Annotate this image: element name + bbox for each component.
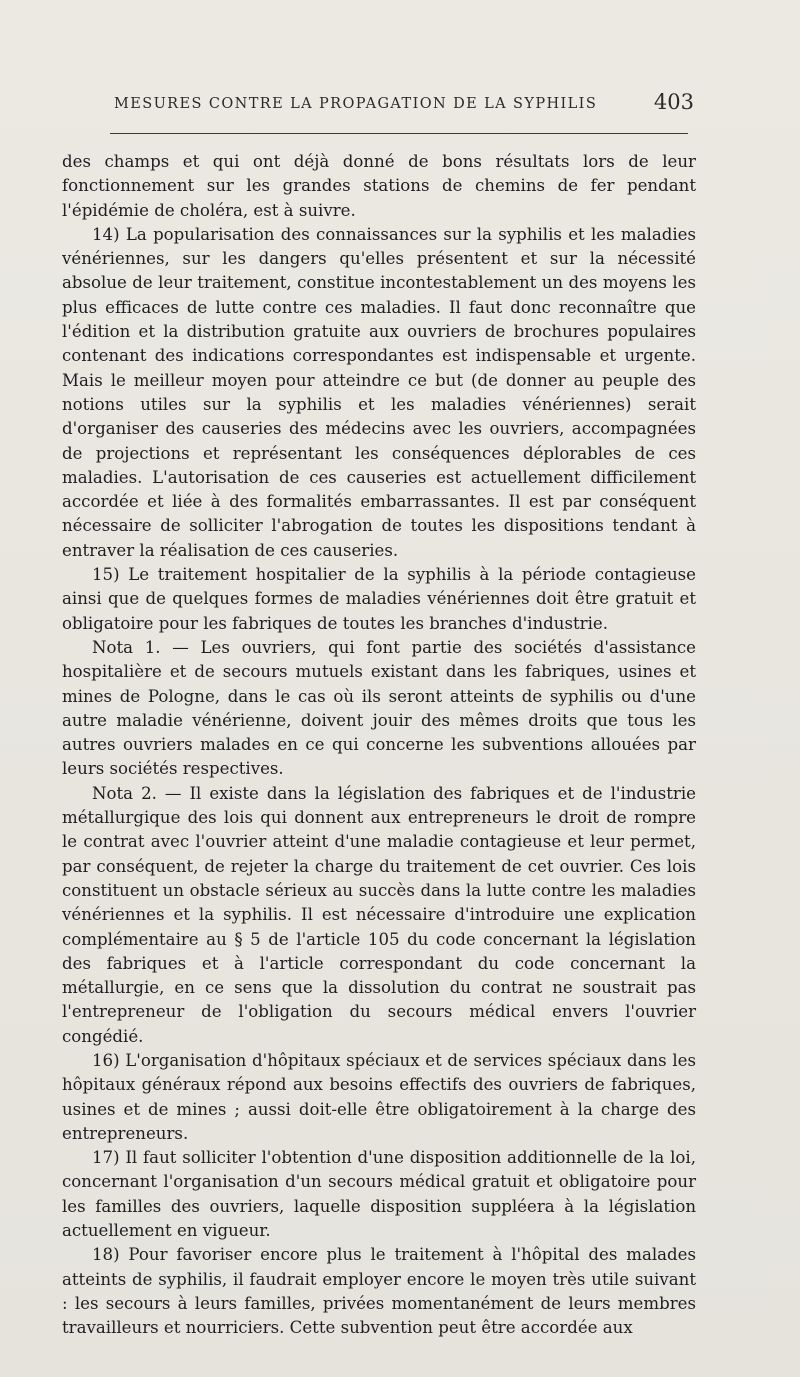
paragraph-item-18: 18) Pour favoriser encore plus le traitement à l'hôpital des malades atteints de syphilis, il faudrait employer encore le moyen très utile suivant : les secours à leurs familles, privées momentanément de leurs membres travailleurs et nourriciers. Cette subvention peut être accordée aux xyxy=(62,1245,696,1338)
paragraph-item-14: 14) La popularisation des connaissances sur la syphilis et les maladies vénériennes, sur les dangers qu'elles présentent et sur la nécessité absolue de leur traitement, constitue incontestablement un des moyens les plus efficaces de lutte contre ces maladies. Il faut donc reconnaître que l'édition et la distribution gratuite aux ouvriers de brochures populaires contenant des indications correspondantes est indispensable et urgente. Mais le meilleur moyen pour atteindre ce but (de donner au peuple des notions utiles sur la syphilis et les maladies vénériennes) serait d'organiser des causeries des médecins avec les ouvriers, accompagnées de projections et représentant les conséquences déplorables de ces maladies. L'autorisation de ces causeries est actuellement difficilement accordée et liée à des formalités embarrassantes. Il est par conséquent nécessaire de solliciter l'abrogation de toutes les dispositions tendant à entraver la réalisation de ces causeries. xyxy=(62,224,696,560)
paragraph-nota-2: Nota 2. — Il existe dans la législation des fabriques et de l'industrie métallurgique des lois qui donnent aux entrepreneurs le droit de rompre le contrat avec l'ouvrier atteint d'une maladie contagieuse et leur permet, par conséquent, de rejeter la charge du traitement de cet ouvrier. Ces lois constituent un obstacle sérieux au succès dans la lutte contre les maladies vénériennes et la syphilis. Il est nécessaire d'introduire une explication complémentaire au § 5 de l'article 105 du code concernant la législation des fabriques et à l'article correspondant du code concernant la métallurgie, en ce sens que la dissolution du contrat ne soustrait pas l'entrepreneur de l'obligation du secours médical envers l'ouvrier congédié. xyxy=(62,783,696,1046)
paragraph-item-15: 15) Le traitement hospitalier de la syphilis à la période contagieuse ainsi que de quelques formes de maladies vénériennes doit être gratuit et obligatoire pour les fabriques de toutes les branches d'industrie. xyxy=(62,565,696,633)
body-text xyxy=(62,150,696,1341)
header-rule xyxy=(110,133,688,134)
paragraph-continuation: des champs et qui ont déjà donné de bons résultats lors de leur fonctionnement sur les grandes stations de chemins de fer pendant l'épidémie de choléra, est à suivre. xyxy=(62,152,696,220)
paragraph-item-16: 16) L'organisation d'hôpitaux spéciaux et de services spéciaux dans les hôpitaux généraux répond aux besoins effectifs des ouvriers de fabriques, usines et de mines ; aussi doit-elle être obligatoirement à la charge des entrepreneurs. xyxy=(62,1050,696,1143)
running-title: MESURES CONTRE LA PROPAGATION DE LA SYPHILIS xyxy=(114,96,598,112)
paragraph-item-17: 17) Il faut solliciter l'obtention d'une disposition additionnelle de la loi, concernant l'organisation d'un secours médical gratuit et obligatoire pour les familles des ouvriers, laquelle disposition suppléera à la législation actuellement en vigueur. xyxy=(62,1148,696,1241)
page-header xyxy=(62,90,694,120)
paragraph-nota-1: Nota 1. — Les ouvriers, qui font partie des sociétés d'assistance hospitalière et de secours mutuels existant dans les fabriques, usines et mines de Pologne, dans le cas où ils seront atteints de syphilis ou d'une autre maladie vénérienne, doivent jouir des mêmes droits que tous les autres ouvriers malades en ce qui concerne les subventions allouées par leurs sociétés respectives. xyxy=(62,637,696,779)
page-number: 403 xyxy=(653,90,694,114)
